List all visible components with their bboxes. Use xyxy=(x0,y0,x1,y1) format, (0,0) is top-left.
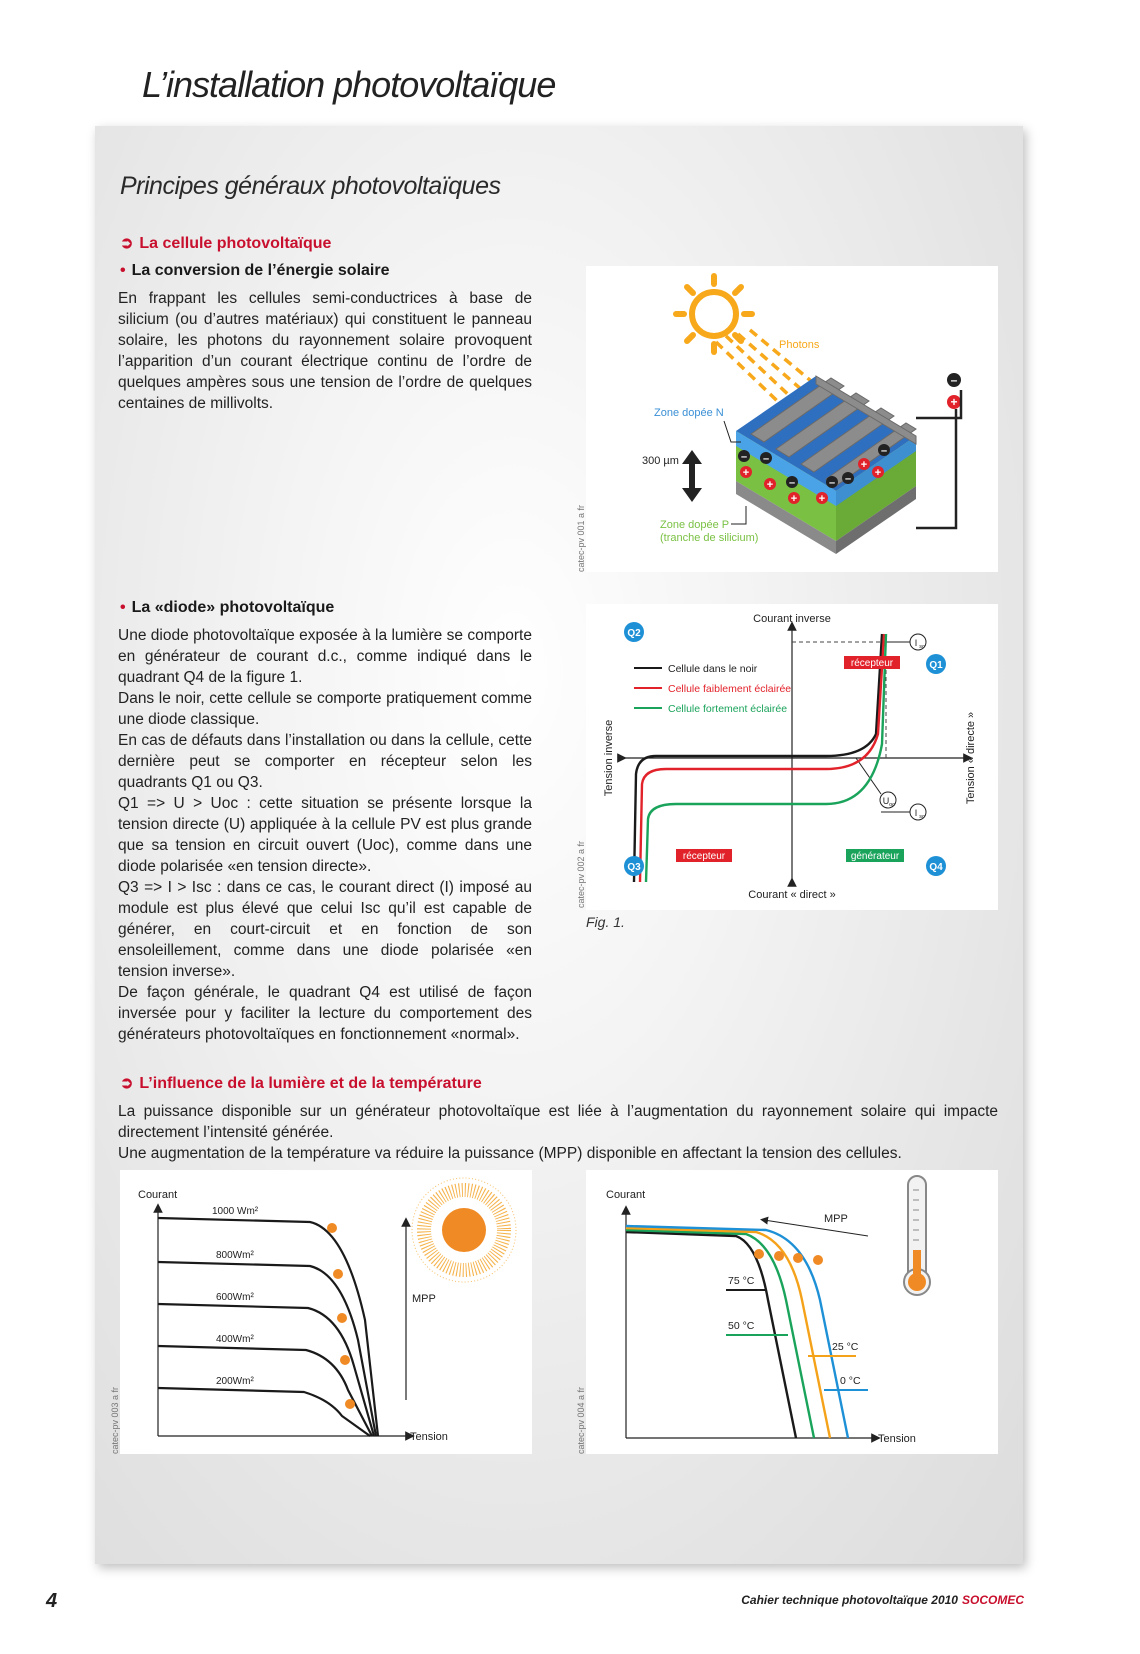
figure-caption: Fig. 1. xyxy=(586,914,625,930)
isc-marker-letter: I xyxy=(914,808,918,818)
figure-code: catec-pv 004 a fr xyxy=(576,1386,586,1454)
diode-paragraph: Q3 => I > Isc : dans ce cas, le courant direct (I) imposé au module est plus élevé que celui Isc qu’il est capable de générer, en court-circuit et en fonction de son ensoleillement, comme dans une diode polarisée «en tension inverse». xyxy=(118,879,532,980)
level-label: 800Wm² xyxy=(216,1250,254,1261)
cell-heading xyxy=(120,233,331,253)
footer xyxy=(741,1593,1024,1607)
svg-text:–: – xyxy=(880,445,888,457)
conversion-heading xyxy=(120,262,389,280)
isc-marker-letter: I xyxy=(914,638,918,648)
svg-text:+: + xyxy=(790,493,798,505)
section-title: Principes généraux photovoltaïques xyxy=(120,172,501,200)
footer-text: Cahier technique photovoltaïque 2010 xyxy=(741,1593,958,1607)
arrow-icon: ➲ xyxy=(120,235,134,252)
conversion-paragraph: En frappant les cellules semi-conductrices à base de silicium (ou d’autres matériaux) qui constituent le panneau solaire, les photons du rayonnement solaire provoquent l’apparition d’un courant électrique continu de l’ordre de quelques ampères sous une tension de l’ordre de quelques centaines de millivolts. xyxy=(118,290,532,412)
x-axis-label: Tension xyxy=(878,1433,916,1445)
level-label: 600Wm² xyxy=(216,1292,254,1303)
level-label: 1000 Wm² xyxy=(212,1206,259,1217)
y-axis-label: Courant xyxy=(138,1189,178,1201)
temp-label: 50 °C xyxy=(728,1320,755,1332)
diode-paragraph: De façon générale, le quadrant Q4 est utilisé de façon inversée pour y faciliter la lecture du comportement des générateurs photovoltaïques en fonctionnement «normal». xyxy=(118,984,532,1043)
influence-paragraph: Une augmentation de la température va réduire la puissance (MPP) disponible en affectant la tension des cellules. xyxy=(118,1145,902,1162)
level-label: 200Wm² xyxy=(216,1376,254,1387)
isc-marker-subscript: sc xyxy=(919,644,925,650)
influence-heading xyxy=(120,1073,482,1093)
influence-paragraph: La puissance disponible sur un générateur photovoltaïque est liée à l’augmentation du rayonnement solaire qui impacte directement l’intensité générée. xyxy=(118,1103,998,1141)
svg-text:–: – xyxy=(788,477,796,489)
cell-block xyxy=(736,376,916,554)
legend-item: Cellule dans le noir xyxy=(668,663,758,675)
temperature-labels xyxy=(728,1275,861,1387)
svg-text:+: + xyxy=(766,479,774,491)
temp-label: 0 °C xyxy=(840,1375,861,1387)
axis-label-tension-inverse: Tension inverse xyxy=(603,719,615,797)
thermometer-icon xyxy=(904,1176,930,1295)
level-label: 400Wm² xyxy=(216,1334,254,1345)
y-axis-label: Courant xyxy=(606,1189,646,1201)
zone-p-sublabel: (tranche de silicium) xyxy=(660,532,759,544)
influence-text xyxy=(118,1101,998,1164)
diode-chart xyxy=(586,604,998,910)
svg-text:–: – xyxy=(740,451,748,463)
figure-code: catec-pv 003 a fr xyxy=(110,1386,120,1454)
isc-marker-subscript: sc xyxy=(919,814,925,820)
chart-legend xyxy=(634,663,791,715)
photons-label: Photons xyxy=(779,339,820,351)
quadrant-q2: Q2 xyxy=(627,628,641,639)
cell-diagram xyxy=(586,266,998,572)
diode-text xyxy=(118,625,532,1045)
axis-label-courant-direct: Courant « direct » xyxy=(748,889,836,901)
thickness-arrow xyxy=(682,450,702,502)
axis-label-courant-inverse: Courant inverse xyxy=(753,613,831,625)
zone-n-label: Zone dopée N xyxy=(654,407,724,419)
page-title: L’installation photovoltaïque xyxy=(142,64,556,105)
uoc-marker-subscript: oc xyxy=(889,802,895,808)
sun-icon xyxy=(412,1178,516,1282)
thickness-label: 300 µm xyxy=(642,455,679,467)
footer-brand: SOCOMEC xyxy=(961,1593,1024,1607)
cell-diagram-svg xyxy=(586,266,998,572)
irradiance-chart xyxy=(120,1170,532,1454)
diode-paragraph: Dans le noir, cette cellule se comporte pratiquement comme une diode classique. xyxy=(118,690,532,728)
mpp-label: MPP xyxy=(412,1293,436,1305)
diode-heading-text: La «diode» photovoltaïque xyxy=(131,599,335,616)
bullet-icon: • xyxy=(120,599,126,616)
svg-text:+: + xyxy=(950,395,958,409)
legend-item: Cellule fortement éclairée xyxy=(668,703,788,715)
temp-label: 25 °C xyxy=(832,1341,859,1353)
x-axis-label: Tension xyxy=(410,1431,448,1443)
diode-paragraph: Une diode photovoltaïque exposée à la lumière se comporte en générateur de courant d.c., comme indiqué dans le quadrant Q4 de la figure 1. xyxy=(118,627,532,686)
recepteur-label: récepteur xyxy=(682,851,726,862)
conversion-text xyxy=(118,288,532,414)
svg-text:+: + xyxy=(874,467,882,479)
temperature-chart xyxy=(586,1170,998,1454)
page-number: 4 xyxy=(46,1590,58,1612)
svg-text:–: – xyxy=(828,477,836,489)
legend-item: Cellule faiblement éclairée xyxy=(668,683,792,695)
zone-p-label: Zone dopée P xyxy=(660,519,730,531)
mpp-label: MPP xyxy=(824,1213,848,1225)
diode-heading xyxy=(120,599,334,617)
sun-icon xyxy=(676,276,752,352)
irradiance-labels xyxy=(212,1206,259,1387)
conversion-heading-text: La conversion de l’énergie solaire xyxy=(131,262,390,279)
svg-text:+: + xyxy=(742,467,750,479)
quadrant-q1: Q1 xyxy=(929,660,943,671)
generateur-label: générateur xyxy=(850,851,900,862)
irradiance-curves xyxy=(158,1218,378,1436)
quadrant-q4: Q4 xyxy=(929,862,943,873)
irradiance-chart-svg xyxy=(120,1170,532,1454)
bullet-icon: • xyxy=(120,262,126,279)
svg-text:+: + xyxy=(860,459,868,471)
terminal-icons xyxy=(947,373,961,409)
influence-heading-text: L’influence de la lumière et de la température xyxy=(139,1075,482,1092)
cell-heading-text: La cellule photovoltaïque xyxy=(139,235,332,252)
svg-text:+: + xyxy=(818,493,826,505)
temp-label: 75 °C xyxy=(728,1275,755,1287)
svg-text:–: – xyxy=(950,373,958,387)
recepteur-label: récepteur xyxy=(850,658,894,669)
diode-paragraph: Q1 => U > Uoc : cette situation se présente lorsque la tension directe (U) appliquée à la cellule PV est plus grande que sa tension en circuit ouvert (Uoc), comme dans une diode polarisée «en tension directe». xyxy=(118,795,532,875)
diode-paragraph: En cas de défauts dans l’installation ou dans la cellule, cette dernière peut se comporter en récepteur selon les quadrants Q1 ou Q3. xyxy=(118,732,532,791)
quadrant-q3: Q3 xyxy=(627,862,641,873)
arrow-icon: ➲ xyxy=(120,1075,134,1092)
uoc-marker-letter: U xyxy=(882,796,890,806)
figure-code: catec-pv 001 a fr xyxy=(576,504,586,572)
figure-code: catec-pv 002 a fr xyxy=(576,840,586,908)
svg-text:–: – xyxy=(762,453,770,465)
svg-text:–: – xyxy=(844,473,852,485)
axis-label-tension-directe: Tension « directe » xyxy=(965,711,977,805)
temperature-chart-svg xyxy=(586,1170,998,1454)
diode-chart-svg xyxy=(586,604,998,910)
